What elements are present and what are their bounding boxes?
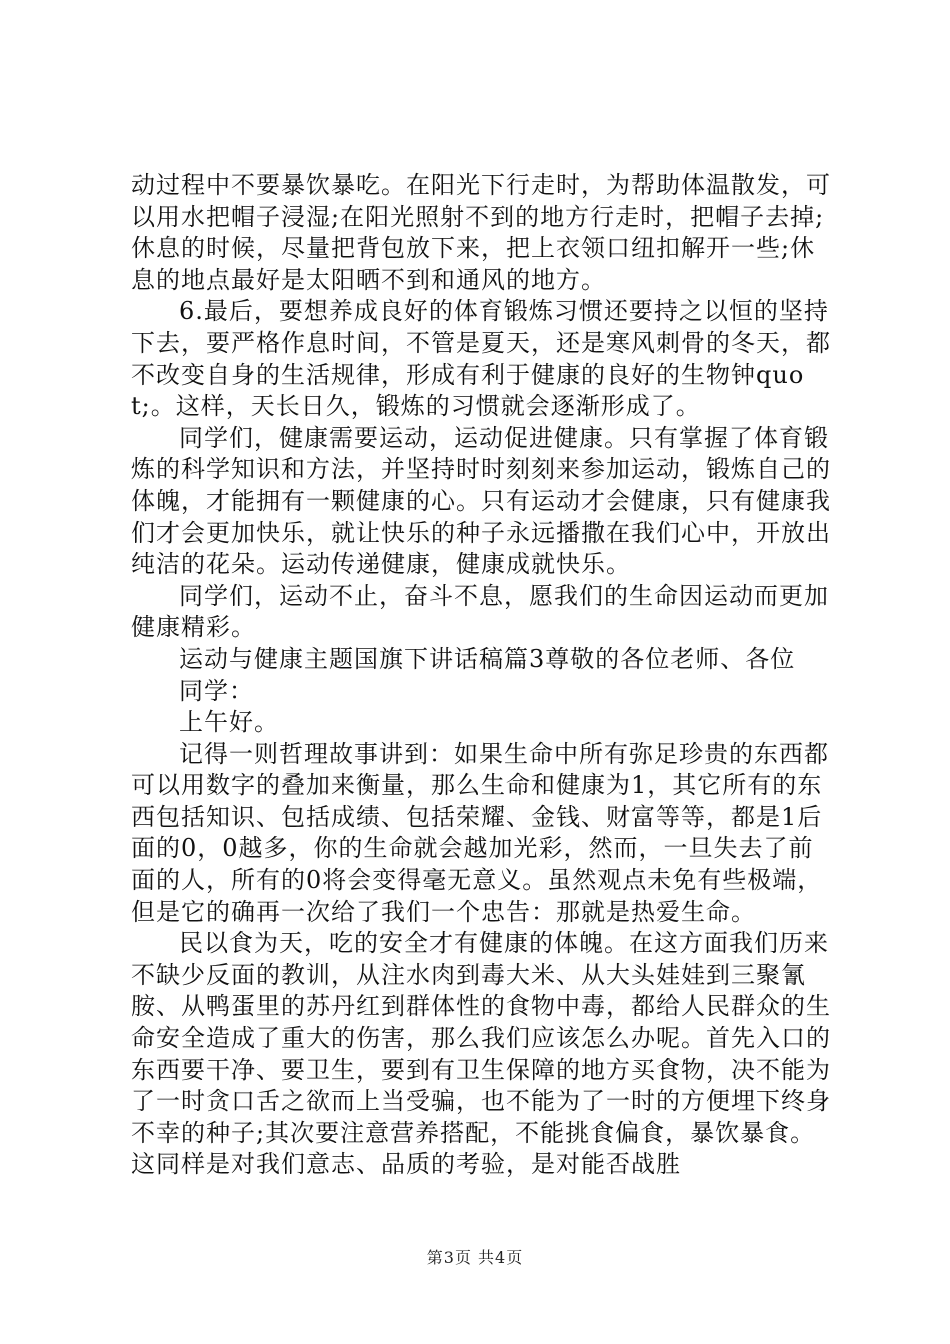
paragraph-philosophy-story: 记得一则哲理故事讲到：如果生命中所有弥足珍贵的东西都可以用数字的叠加来衡量，那么生命和健康为1，其它所有的东西包括知识、包括成绩、包括荣耀、金钱、财富等等，都是1后面的0，0越多，你的生命就会越加光彩，然而，一旦失去了前面的人，所有的0将会变得毫无意义。虽然观点未免有些极端，但是它的确再一次给了我们一个忠告：那就是热爱生命。 <box>131 739 829 926</box>
salutation-line: 同学： <box>179 676 254 705</box>
paragraph-continuation: 动过程中不要暴饮暴吃。在阳光下行走时，为帮助体温散发，可以用水把帽子浸湿;在阳光照射不到的地方行走时，把帽子去掉;休息的时候，尽量把背包放下来，把上衣领口纽扣解开一些;休息的地点最好是太阳晒不到和通风的地方。 <box>131 171 831 294</box>
speech-title-line: 运动与健康主题国旗下讲话稿篇3尊敬的各位老师、各位 <box>179 644 796 673</box>
paragraph-food-safety: 民以食为天，吃的安全才有健康的体魄。在这方面我们历来不缺少反面的教训，从注水肉到毒大米、从大头娃娃到三聚氰胺、从鸭蛋里的苏丹红到群体性的食物中毒，都给人民群众的生命安全造成了重大的伤害，那么我们应该怎么办呢。首先入口的东西要干净、要卫生，要到有卫生保障的地方买食物，决不能为了一时贪口舌之欲而上当受骗，也不能为了一时的方便埋下终身不幸的种子;其次要注意营养搭配，不能挑食偏食，暴饮暴食。这同样是对我们意志、品质的考验，是对能否战胜 <box>131 929 831 1179</box>
paragraph-closing-wish: 同学们，运动不止，奋斗不息，愿我们的生命因运动而更加健康精彩。 <box>131 581 829 642</box>
paragraph-tip-6: 6.最后，要想养成良好的体育锻炼习惯还要持之以恒的坚持下去，要严格作息时间，不管是夏天，还是寒风刺骨的冬天，都不改变自身的生活规律，形成有利于健康的良好的生物钟quot;。这样，天长日久，锻炼的习惯就会逐渐形成了。 <box>131 297 831 421</box>
paragraph-health-exercise: 同学们，健康需要运动，运动促进健康。只有掌握了体育锻炼的科学知识和方法，并坚持时时刻刻来参加运动，锻炼自己的体魄，才能拥有一颗健康的心。只有运动才会健康，只有健康我们才会更加快乐，就让快乐的种子永远播撒在我们心中，开放出纯洁的花朵。运动传递健康，健康成就快乐。 <box>131 423 831 579</box>
page-number-footer: 第3页 共4页 <box>426 1248 524 1267</box>
greeting-line: 上午好。 <box>179 708 279 737</box>
document-body <box>131 170 836 1181</box>
